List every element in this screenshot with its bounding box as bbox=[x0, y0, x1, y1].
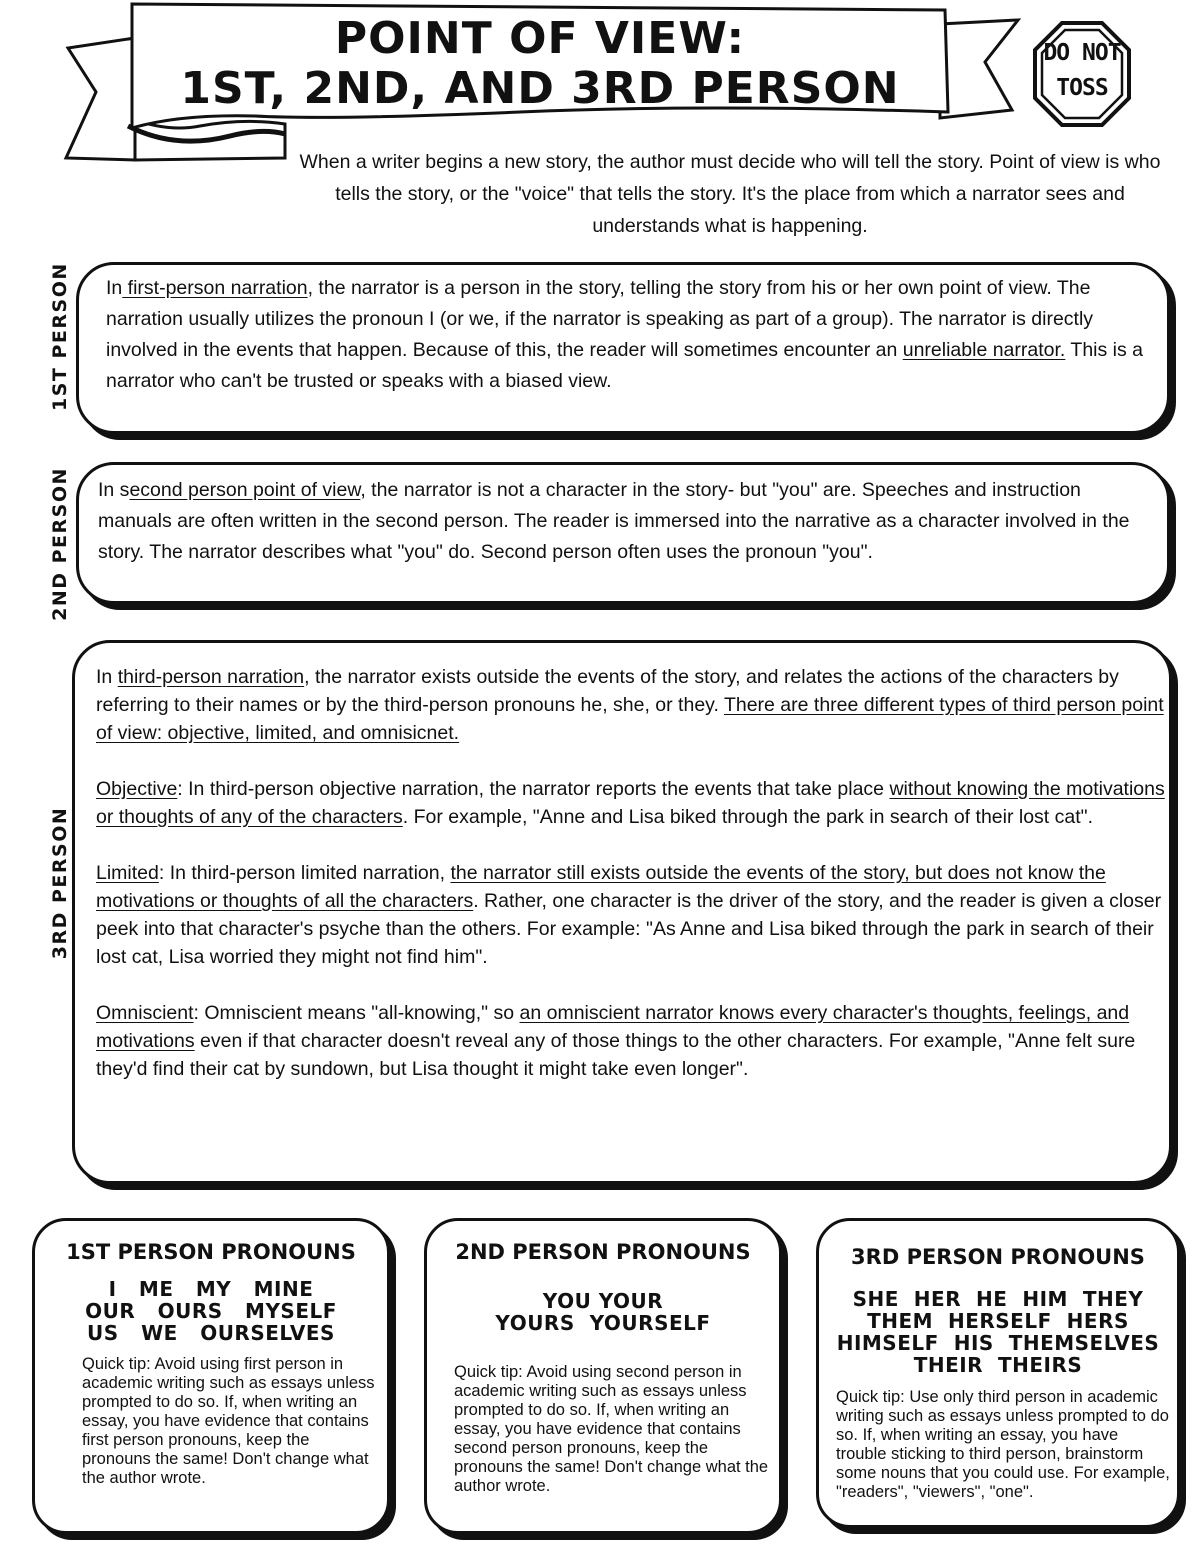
third-card-quick-tip: Quick tip: Use only third person in academic writing such as essays unless prompted to do so. If, when writing an essay, you have trouble sticking to third person, brainstorm some nouns that you could use. For example, "readers", "viewers", "one". bbox=[836, 1388, 1170, 1501]
first-person-narration-term: first-person narration bbox=[122, 277, 308, 299]
third-person-section bbox=[72, 640, 1172, 1184]
first-person-paragraph: In first-person narration, the narrator is a person in the story, telling the story from his or her own point of view. The narration usually utilizes the pronoun I (or we, if the narrator is speaking as part of a group). The narrator is directly involved in the events that happen. Because of this, the reader will sometimes encounter an unreliable narrator. This is a narrator who can't be trusted or speaks with a biased view. bbox=[106, 277, 1144, 392]
objective-paragraph: Objective: In third-person objective narration, the narrator reports the events that take place without knowing the motivations or thoughts of any of the characters. For example, "Anne and Lisa biked through the park in search of their lost cat". bbox=[96, 778, 1165, 828]
first-card-title: 1ST PERSON PRONOUNS bbox=[66, 1240, 356, 1264]
second-card-quick-tip: Quick tip: Avoid using second person in academic writing such as essays unless prompted to do so. If, when writing an essay, you have evidence that contains second person pronouns, keep the pronouns the same! Don't change what the author wrote. bbox=[454, 1363, 769, 1495]
third-pronoun-line-3: HIMSELF HIS THEMSELVES bbox=[836, 1331, 1160, 1355]
limited-definition: the narrator still exists outside the events of the story, but does not know the motivations or thoughts of all the characters bbox=[96, 862, 1106, 912]
second-person-paragraph: In second person point of view, the narrator is not a character in the story- but "you" are. Speeches and instruction manuals are often written in the second person. The reader is immersed into the narrative as a character involved in the story. The narrator describes what "you" do. Second person often uses the pronoun "you". bbox=[98, 479, 1130, 563]
page-title bbox=[140, 14, 940, 114]
stop-sign-line-2: TOSS bbox=[1056, 75, 1108, 101]
second-person-section bbox=[76, 462, 1170, 604]
objective-term: Objective bbox=[96, 778, 178, 800]
intro-paragraph: When a writer begins a new story, the author must decide who will tell the story. Point of view is who tells the story, or the "voice" that tells the story. It's the place from which a narrator sees and understands what is happening. bbox=[299, 151, 1161, 237]
third-person-narration-term: third-person narration bbox=[117, 666, 305, 688]
title-line-1: POINT OF VIEW: bbox=[334, 13, 746, 64]
omniscient-term: Omniscient bbox=[96, 1002, 194, 1024]
third-person-intro-paragraph: In third-person narration, the narrator exists outside the events of the story, and relates the actions of the characters by referring to their names or by the third-person pronouns he, she, or they. There are three different types of third person point of view: objective, limited, and omnisicnet. bbox=[96, 666, 1164, 744]
limited-term: Limited bbox=[96, 862, 159, 884]
first-card-quick-tip: Quick tip: Avoid using first person in academic writing such as essays unless prompted to do so. If, when writing an essay, you have evidence that contains first person pronouns, keep the pronouns the same! Don't change what the author wrote. bbox=[82, 1355, 375, 1487]
stop-sign-text bbox=[1032, 30, 1132, 112]
three-types-statement: There are three different types of third person point of view: objective, limited, and omnisicnet. bbox=[96, 694, 1164, 744]
second-pronoun-line-2: YOURS YOURSELF bbox=[495, 1311, 711, 1335]
second-person-pronouns-card bbox=[424, 1218, 782, 1534]
third-card-title: 3RD PERSON PRONOUNS bbox=[851, 1245, 1145, 1269]
second-pronoun-line-1: YOU YOUR bbox=[542, 1289, 664, 1313]
third-person-text bbox=[96, 663, 1168, 1083]
second-card-title: 2ND PERSON PRONOUNS bbox=[455, 1240, 751, 1264]
first-person-section bbox=[76, 262, 1170, 434]
objective-definition: without knowing the motivations or thoughts of any of the characters bbox=[96, 778, 1165, 828]
third-person-side-label: 3RD PERSON bbox=[49, 806, 71, 960]
third-person-pronouns-card bbox=[816, 1218, 1180, 1528]
second-person-pov-term: econd person point of view bbox=[129, 479, 361, 501]
first-pronoun-line-1: I ME MY MINE bbox=[108, 1277, 314, 1301]
second-person-side-label: 2ND PERSON bbox=[49, 467, 71, 621]
title-line-2: 1ST, 2ND, AND 3RD PERSON bbox=[180, 63, 900, 114]
third-pronoun-line-4: THEIR THEIRS bbox=[913, 1353, 1083, 1377]
first-person-pronouns-card bbox=[32, 1218, 390, 1534]
unreliable-narrator-term: unreliable narrator. bbox=[902, 339, 1066, 361]
omniscient-paragraph: Omniscient: Omniscient means "all-knowing," so an omniscient narrator knows every character's thoughts, feelings, and motivations even if that character doesn't reveal any of those things to the other characters. For example, "Anne felt sure they'd find their cat by sundown, but Lisa thought it might take even longer". bbox=[96, 1002, 1136, 1080]
first-person-side-label: 1ST PERSON bbox=[49, 262, 71, 411]
stop-sign-line-1: DO NOT bbox=[1043, 40, 1121, 66]
omniscient-definition: an omniscient narrator knows every character's thoughts, feelings, and motivations bbox=[96, 1002, 1130, 1052]
first-pronoun-line-3: US WE OURSELVES bbox=[87, 1321, 335, 1345]
second-person-text bbox=[98, 475, 1152, 568]
third-pronoun-line-2: THEM HERSELF HERS bbox=[867, 1309, 1129, 1333]
first-person-text bbox=[106, 273, 1152, 397]
third-pronoun-line-1: SHE HER HE HIM THEY bbox=[852, 1287, 1144, 1311]
first-pronoun-line-2: OUR OURS MYSELF bbox=[85, 1299, 337, 1323]
limited-paragraph: Limited: In third-person limited narration, the narrator still exists outside the events of the story, but does not know the motivations or thoughts of all the characters. Rather, one character is the driver of the story, and the reader is given a closer peek into that character's psyche than the others. For example: "As Anne and Lisa biked through the park in search of their lost cat, Lisa worried they might not find him". bbox=[96, 862, 1162, 968]
